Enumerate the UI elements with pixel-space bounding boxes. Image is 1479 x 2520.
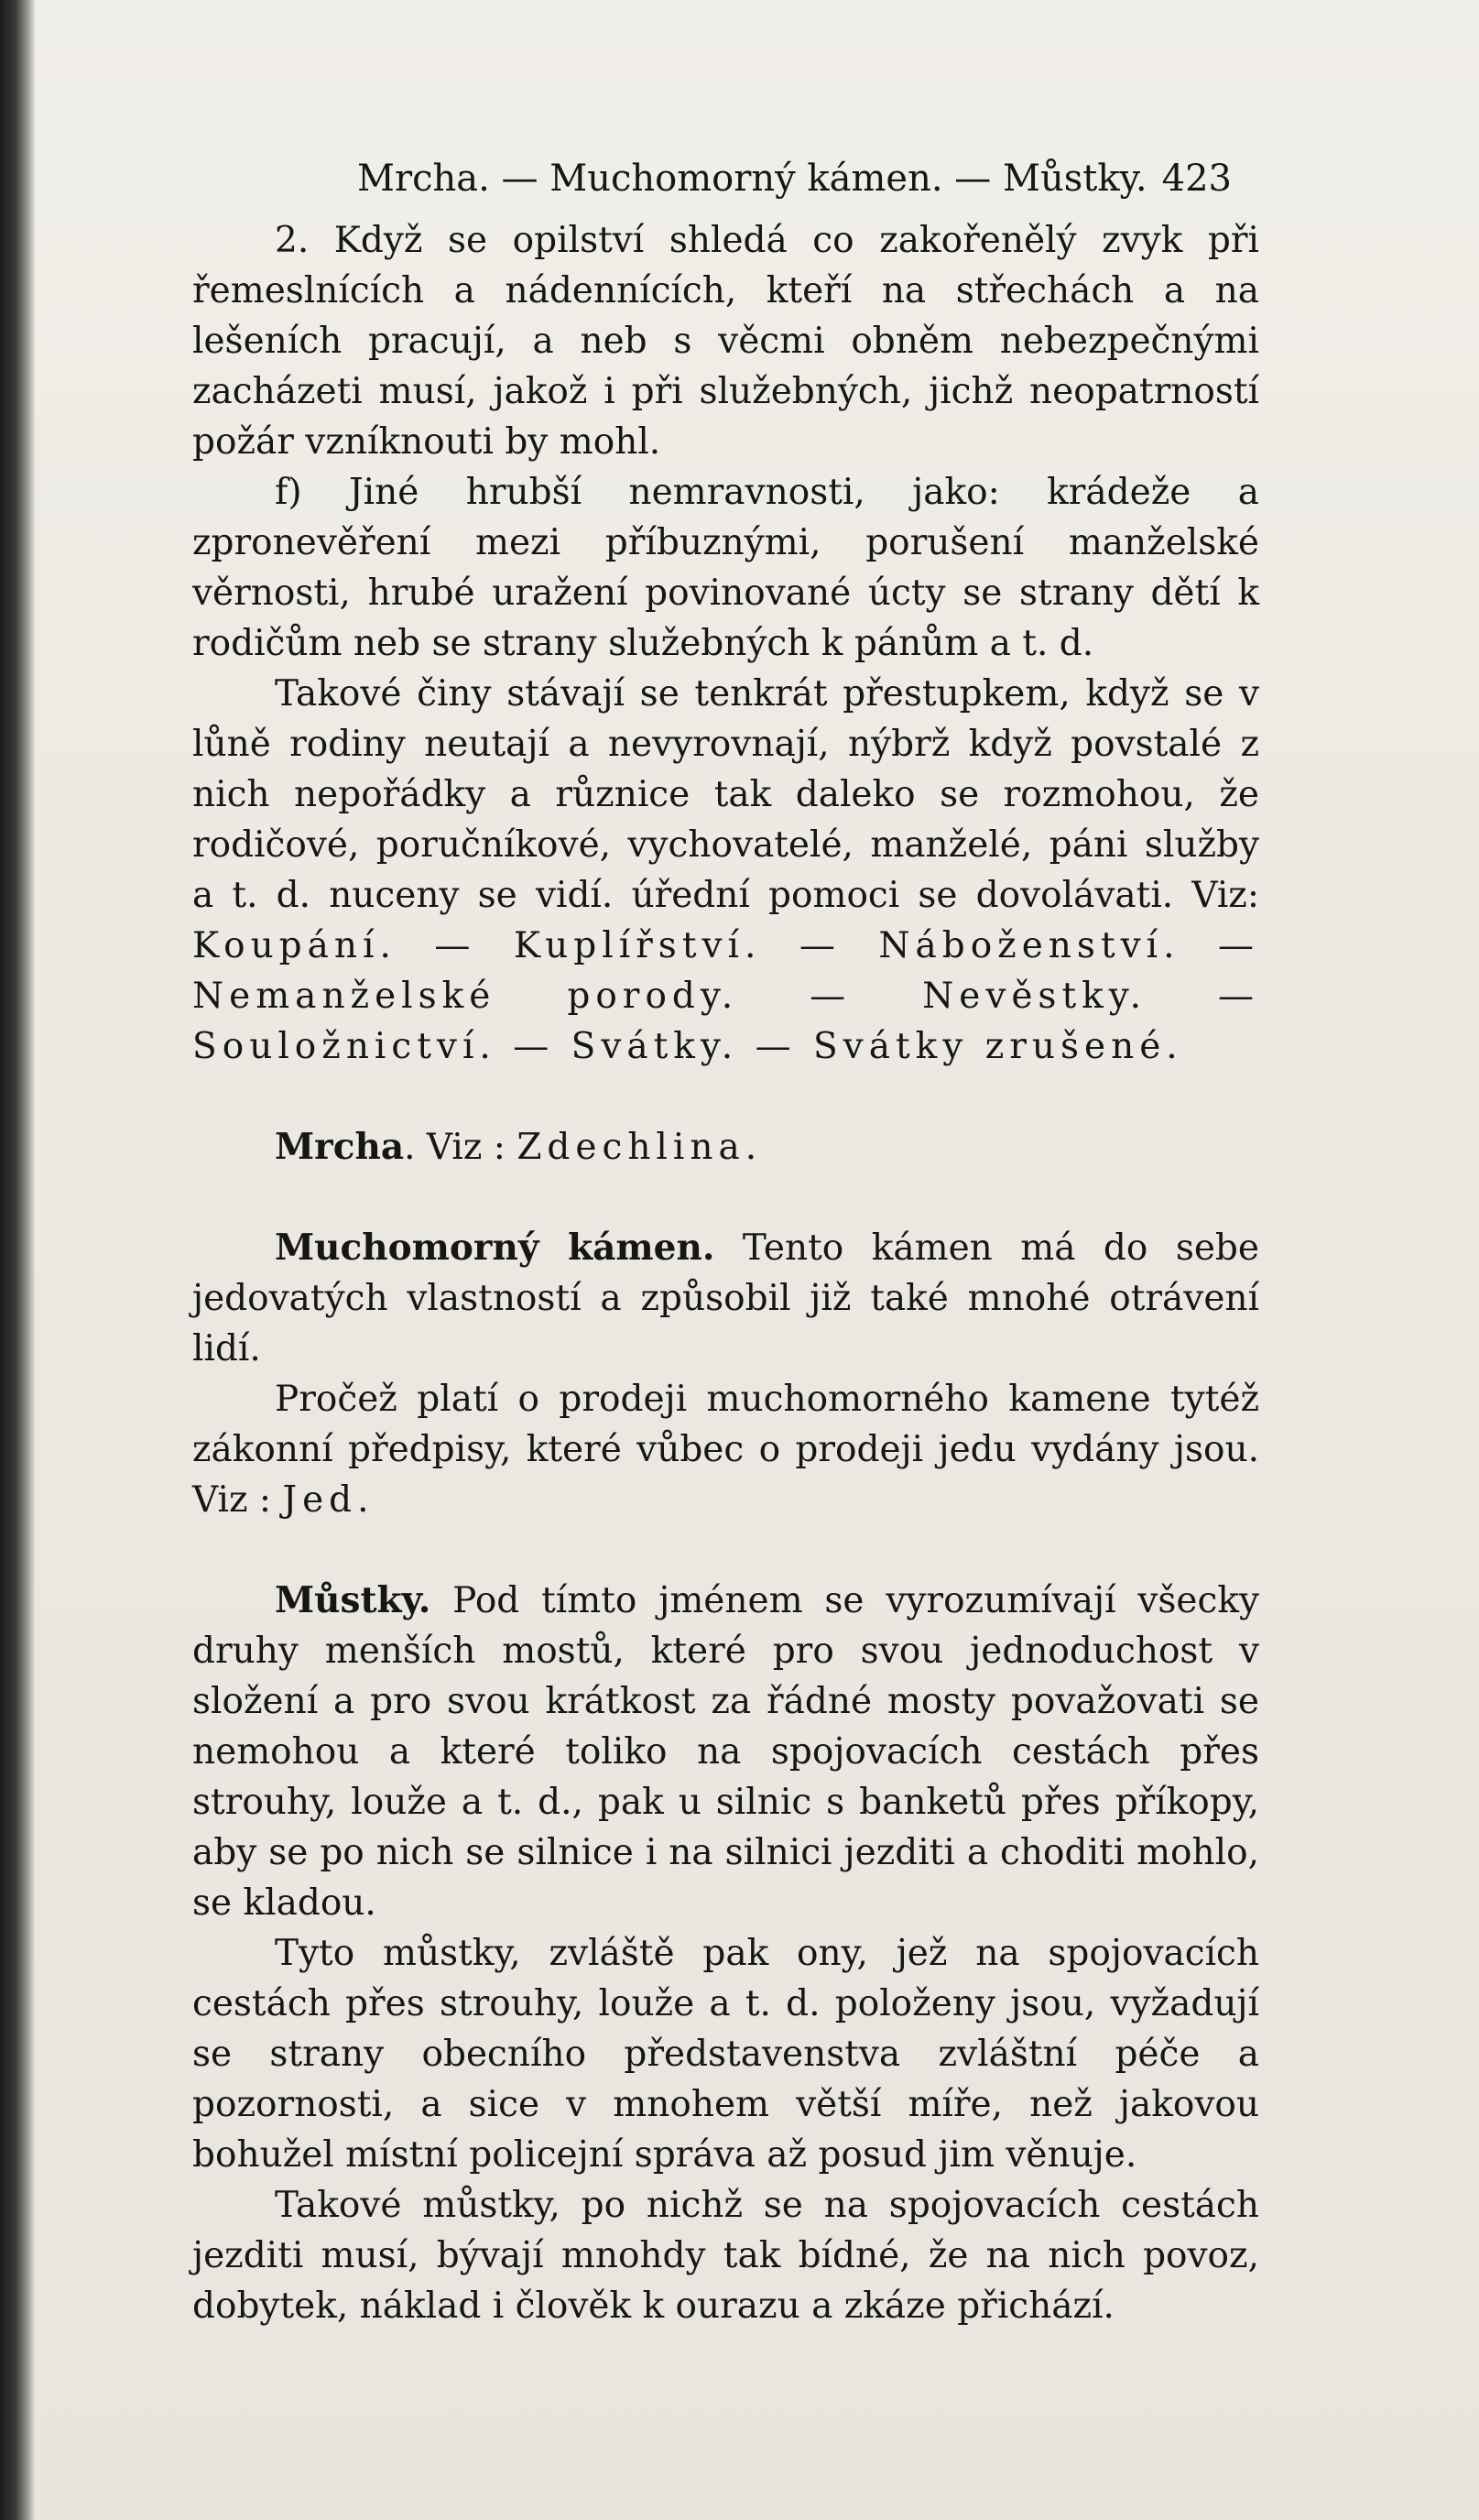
paragraph-offences (192, 669, 1259, 1072)
book-spine-shadow (0, 0, 35, 2520)
entry-headword-mustky: Můstky. (275, 1579, 431, 1621)
entry-muchomorny-p2-text: Pročež platí o prodeji muchomorného kamene tytéž zákonní předpisy, které vůbec o prodeji jedu vydány jsou. Viz : (192, 1379, 1259, 1521)
paragraph-offences-text: Takové činy stávají se tenkrát přestupkem, když se v lůně rodiny neutají a nevyrovnají, nýbrž když povstalé z nich nepořádky a různice tak daleko se rozmohou, že rodičové, poručníkové, vychovatelé, manželé, páni služby a t. d. nuceny se vidí. úřední pomoci se dovolávati. Viz: (192, 673, 1259, 916)
entry-spacer (192, 1525, 1259, 1576)
entry-headword-mrcha: Mrcha (275, 1126, 405, 1168)
entry-mrcha-viz: . Viz : (404, 1127, 517, 1168)
entry-muchomorny-p1 (192, 1223, 1259, 1374)
cross-references: Koupání. — Kuplířství. — Náboženství. — Nemanželské porody. — Nevěstky. — Souložnictví. — Svátky. — Svátky zrušené. (192, 925, 1259, 1067)
entry-muchomorny-text: Tento kámen má do sebe jedovatých vlastností a způsobil již také mnohé otrávení lidí. (192, 1227, 1259, 1369)
running-header (192, 142, 1259, 215)
entry-mustky-p1 (192, 1576, 1259, 1928)
entry-spacer (192, 1072, 1259, 1122)
entry-mustky-text: Pod tímto jménem se vyrozumívají všecky druhy menších mostů, které pro svou jednoduchost v složení a pro svou krátkost za řádné mosty považovati se nemohou a které toliko na spojovacích cestách přes strouhy, louže a t. d., pak u silnic s banketů přes příkopy, aby se po nich se silnice i na silnici jezditi a choditi mohlo, se kladou. (192, 1580, 1259, 1924)
page-number: 423 (1161, 158, 1232, 200)
entry-headword-muchomorny: Muchomorný kámen. (275, 1227, 715, 1269)
running-title: Mrcha. — Muchomorný kámen. — Můstky. (357, 158, 1147, 200)
entry-mustky-p2: Tyto můstky, zvláště pak ony, jež na spojovacích cestách přes strouhy, louže a t. d. položeny jsou, vyžadují se strany obecního představenstva zvláštní péče a pozornosti, a sice v mnohem větší míře, než jakovou bohužel místní policejní správa až posud jim věnuje. (192, 1933, 1259, 2176)
entry-mrcha-ref: Zdechlina. (517, 1127, 763, 1168)
entry-muchomorny-ref: Jed. (282, 1479, 375, 1521)
entry-muchomorny-p2 (192, 1374, 1259, 1525)
entry-mustky-p3: Takové můstky, po nichž se na spojovacích cestách jezditi musí, bývají mnohdy tak bídné, že na nich povoz, dobytek, náklad i člověk k ourazu a zkáze přichází. (192, 2185, 1259, 2327)
page-text-block (192, 142, 1259, 2331)
entry-spacer (192, 1173, 1259, 1223)
paragraph-drunkenness: 2. Když se opilství shledá co zakořenělý zvyk při řemeslnících a nádennících, kteří na střechách a na lešeních pracují, a neb s věcmi obněm nebezpečnými zacházeti musí, jakož i při služebných, jichž neopatrností požár vzníknouti by mohl. (192, 220, 1259, 463)
entry-mrcha (192, 1122, 1259, 1173)
paragraph-immorality: f) Jiné hrubší nemravnosti, jako: krádeže a zpronevěření mezi příbuznými, porušení manželské věrnosti, hrubé uražení povinované úcty se strany dětí k rodičům neb se strany služebných k pánům a t. d. (192, 472, 1259, 664)
